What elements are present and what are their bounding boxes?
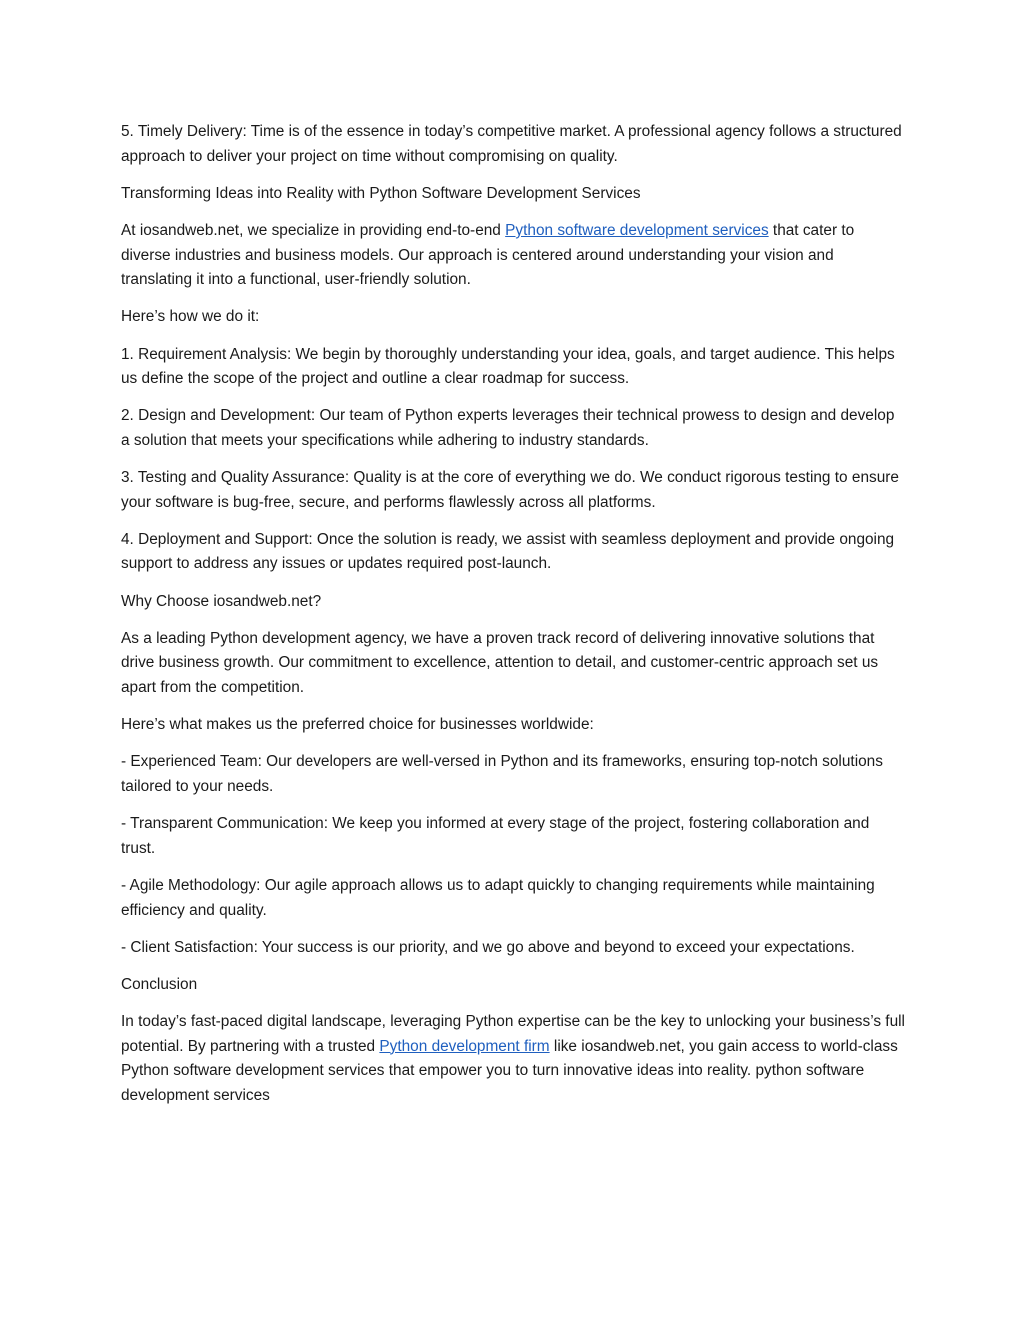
list-item-requirement-analysis: 1. Requirement Analysis: We begin by thoroughly understanding your idea, goals, and target audience. This helps us define the scope of the project and outline a clear roadmap for success. — [121, 345, 895, 388]
section-heading-transforming-ideas: Transforming Ideas into Reality with Python Software Development Services — [121, 184, 641, 202]
section-heading-conclusion: Conclusion — [121, 975, 198, 993]
document-page — [121, 120, 907, 1121]
paragraph-conclusion — [121, 1010, 907, 1108]
list-item-experienced-team: - Experienced Team: Our developers are well-versed in Python and its frameworks, ensuring top-notch solutions tailored to your needs. — [121, 753, 883, 795]
paragraph-intro-text-after: that cater to diverse industries and business models. Our approach is centered around understanding your vision and translating it into a functional, user-friendly solution. — [121, 221, 855, 289]
list-item-client-satisfaction: - Client Satisfaction: Your success is our priority, and we go above and beyond to exceed your expectations. — [121, 938, 855, 956]
paragraph-conclusion-text-before: In today’s fast-paced digital landscape, leveraging Python expertise can be the key to unlocking your business’s full potential. By partnering with a trusted — [121, 1013, 905, 1055]
paragraph-leading-agency: As a leading Python development agency, we have a proven track record of delivering innovative solutions that drive business growth. Our commitment to excellence, attention to detail, and customer-centric approach set us apart from the competition. — [121, 629, 879, 697]
list-item-agile-methodology: - Agile Methodology: Our agile approach allows us to adapt quickly to changing requirements while maintaining efficiency and quality. — [121, 876, 875, 919]
paragraph-conclusion-text-after: like iosandweb.net, you gain access to world-class Python software development services that empower you to turn innovative ideas into reality. python software development services — [121, 1037, 898, 1104]
section-heading-why-choose: Why Choose iosandweb.net? — [121, 592, 322, 610]
python-software-development-services-link[interactable]: Python software development services — [505, 221, 769, 239]
paragraph-timely-delivery: 5. Timely Delivery: Time is of the essence in today’s competitive market. A professional agency follows a structured approach to deliver your project on time without compromising on quality. — [121, 123, 902, 165]
list-item-deployment-support: 4. Deployment and Support: Once the solution is ready, we assist with seamless deployment and provide ongoing support to address any issues or updates required post-launch. — [121, 530, 895, 573]
list-item-design-development: 2. Design and Development: Our team of Python experts leverages their technical prowess to design and develop a solution that meets your specifications while adhering to industry standards. — [121, 407, 895, 449]
paragraph-intro — [121, 219, 907, 293]
paragraph-preferred-choice: Here’s what makes us the preferred choice for businesses worldwide: — [121, 716, 594, 734]
list-item-testing-quality: 3. Testing and Quality Assurance: Quality is at the core of everything we do. We conduct rigorous testing to ensure your software is bug-free, secure, and performs flawlessly across all platforms. — [121, 469, 899, 511]
python-development-firm-link[interactable]: Python development firm — [379, 1037, 550, 1055]
paragraph-intro-text-before: At iosandweb.net, we specialize in providing end-to-end — [121, 221, 506, 239]
paragraph-how-we-do-it: Here’s how we do it: — [121, 308, 260, 326]
list-item-transparent-communication: - Transparent Communication: We keep you informed at every stage of the project, fostering collaboration and trust. — [121, 815, 870, 857]
